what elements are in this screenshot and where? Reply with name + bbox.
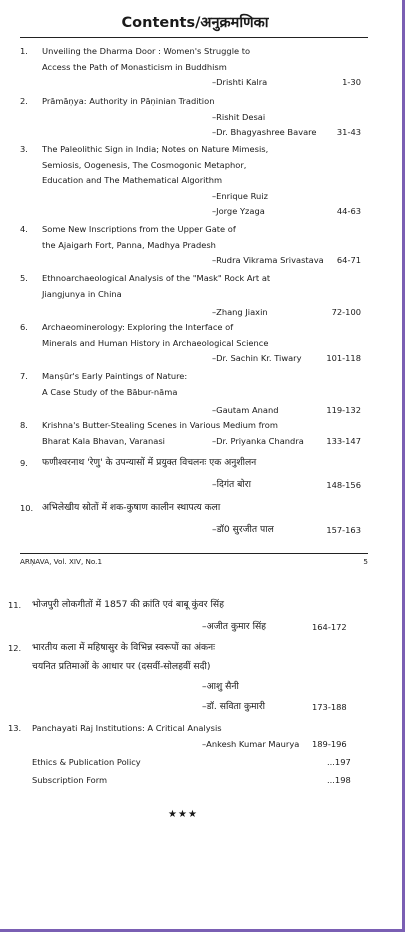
entry-author: –Dr. Sachin Kr. Tiwary	[212, 353, 302, 363]
misc-label: Subscription Form	[32, 775, 108, 785]
toc-entry	[8, 596, 378, 636]
entry-title-line: Ethnoarchaeological Analysis of the "Mask" Rock Art at	[42, 273, 271, 283]
toc-entry	[20, 369, 365, 419]
entry-pages: 1-30	[342, 77, 361, 87]
entry-title-line: Archaeominerology: Exploring the Interface of	[42, 322, 234, 332]
toc-entry	[20, 271, 365, 321]
entry-pages: 64-71	[336, 255, 361, 265]
page-title: Contents/अनुक्रमणिका	[121, 15, 269, 31]
entry-number: 11.	[8, 600, 22, 610]
entry-title-line: भोजपुरी लोकगीतों में 1857 की क्रांति एवं बाबू कुंवर सिंह	[32, 599, 224, 610]
entry-title-line: Jiangjunya in China	[42, 288, 122, 299]
entry-title-line: Bharat Kala Bhavan, Varanasi	[42, 435, 165, 446]
entry-author: –डॉ. सविता कुमारी	[202, 701, 266, 712]
entry-author: –डॉ0 सुरजीत पाल	[212, 524, 274, 535]
entry-title-line: Krishna's Butter-Stealing Scenes in Various Medium from	[42, 420, 278, 430]
toc-entry	[20, 44, 365, 91]
page-number: 5	[363, 557, 368, 566]
entry-number: 6.	[20, 322, 28, 332]
entry-title-line: Manṣūr's Early Paintings of Nature:	[42, 371, 188, 381]
toc-entry	[20, 142, 365, 220]
misc-label: Ethics & Publication Policy	[32, 757, 141, 767]
entry-author: –Ankesh Kumar Maurya	[202, 738, 300, 749]
entry-title-line: Semiosis, Oogenesis, The Cosmogonic Metaphor,	[42, 159, 247, 170]
entry-pages: 133-147	[326, 435, 361, 446]
entry-number: 1.	[20, 46, 28, 56]
entry-title-line: Access the Path of Monasticism in Buddhism	[42, 61, 227, 72]
entry-pages: 189-196	[312, 738, 347, 749]
entry-pages: 157-163	[326, 525, 361, 535]
entry-author: –दिगंत बोरा	[212, 479, 251, 490]
entry-author: –आशु सैनी	[202, 681, 239, 692]
entry-number: 13.	[8, 723, 22, 733]
entry-number: 9.	[20, 458, 28, 468]
entry-title-line: Minerals and Human History in Archaeological Science	[42, 337, 269, 348]
entry-author: –Dr. Priyanka Chandra	[212, 435, 304, 446]
entry-number: 7.	[20, 371, 28, 381]
entry-pages: 119-132	[326, 405, 361, 415]
entry-author: –Drishti Kalra	[212, 77, 268, 87]
entry-title-line: Panchayati Raj Institutions: A Critical Analysis	[32, 723, 222, 733]
entry-number: 12.	[8, 643, 22, 653]
toc-entry	[20, 454, 365, 494]
misc-pages: ...198	[327, 775, 351, 785]
toc-entry	[8, 721, 378, 752]
entry-pages: 148-156	[326, 480, 361, 490]
toc-entry	[20, 320, 365, 367]
toc-entry	[8, 639, 378, 717]
entry-title-line: the Ajaigarh Fort, Panna, Madhya Pradesh	[42, 239, 216, 250]
entry-title-line: फणीश्वरनाथ 'रेणु' के उपन्यासों में प्रयुक्त विचलनः एक अनुशीलन	[42, 457, 257, 468]
entry-number: 2.	[20, 96, 28, 106]
entry-pages: 44-63	[336, 206, 361, 216]
entry-title-line: Some New Inscriptions from the Upper Gate of	[42, 224, 236, 234]
entry-number: 5.	[20, 273, 28, 283]
toc-entry	[20, 499, 365, 539]
journal-name: ARṆAVA, Vol. XIV, No.1	[20, 557, 103, 566]
entry-pages: 31-43	[336, 127, 361, 137]
entry-title-line: भारतीय कला में महिषासुर के विभिन्न स्वरूपों का अंकनः	[32, 642, 215, 653]
entry-author: –Gautam Anand	[212, 405, 279, 415]
entry-title-line: Prāmāṇya: Authority in Pāṇinian Tradition	[42, 96, 215, 106]
entry-author: –Rishit Desai	[212, 111, 266, 122]
end-stars: ★★★	[168, 809, 198, 820]
entry-title-line: A Case Study of the Bābur-nāma	[42, 386, 178, 397]
page-footer	[20, 557, 368, 566]
toc-entry	[20, 418, 365, 449]
entry-number: 3.	[20, 144, 28, 154]
misc-pages: ...197	[327, 757, 351, 767]
entry-author: –अजीत कुमार सिंह	[202, 621, 267, 632]
toc-entry	[20, 222, 365, 269]
entry-number: 4.	[20, 224, 28, 234]
entry-title-line: Unveiling the Dharma Door : Women's Struggle to	[42, 46, 251, 56]
title-rule	[20, 37, 368, 38]
entry-number: 8.	[20, 420, 28, 430]
entry-pages: 173-188	[312, 702, 347, 712]
entry-pages: 72-100	[331, 307, 361, 317]
entry-author: –Jorge Yzaga	[212, 206, 265, 216]
entry-author: –Zhang Jiaxin	[212, 307, 268, 317]
entry-pages: 101-118	[326, 353, 361, 363]
entry-title-line: The Paleolithic Sign in India; Notes on Nature Mimesis,	[42, 144, 269, 154]
footer-rule	[20, 553, 368, 554]
entry-pages: 164-172	[312, 622, 347, 632]
entry-author: –Enrique Ruiz	[212, 190, 268, 201]
entry-title-line: अभिलेखीय स्रोतों में शक-कुषाण कालीन स्थापत्य कला	[42, 502, 221, 513]
entry-title-line: Education and The Mathematical Algorithm	[42, 175, 223, 185]
misc-item	[32, 775, 352, 785]
entry-author: –Dr. Bhagyashree Bavare	[212, 127, 317, 137]
toc-entry	[20, 94, 365, 141]
entry-author: –Rudra Vikrama Srivastava	[212, 255, 324, 265]
entry-title-line: चयनित प्रतिमाओं के आधार पर (दसवीं-सोलहवीं सदी)	[32, 661, 211, 672]
entry-number: 10.	[20, 503, 34, 513]
misc-item	[32, 757, 352, 767]
